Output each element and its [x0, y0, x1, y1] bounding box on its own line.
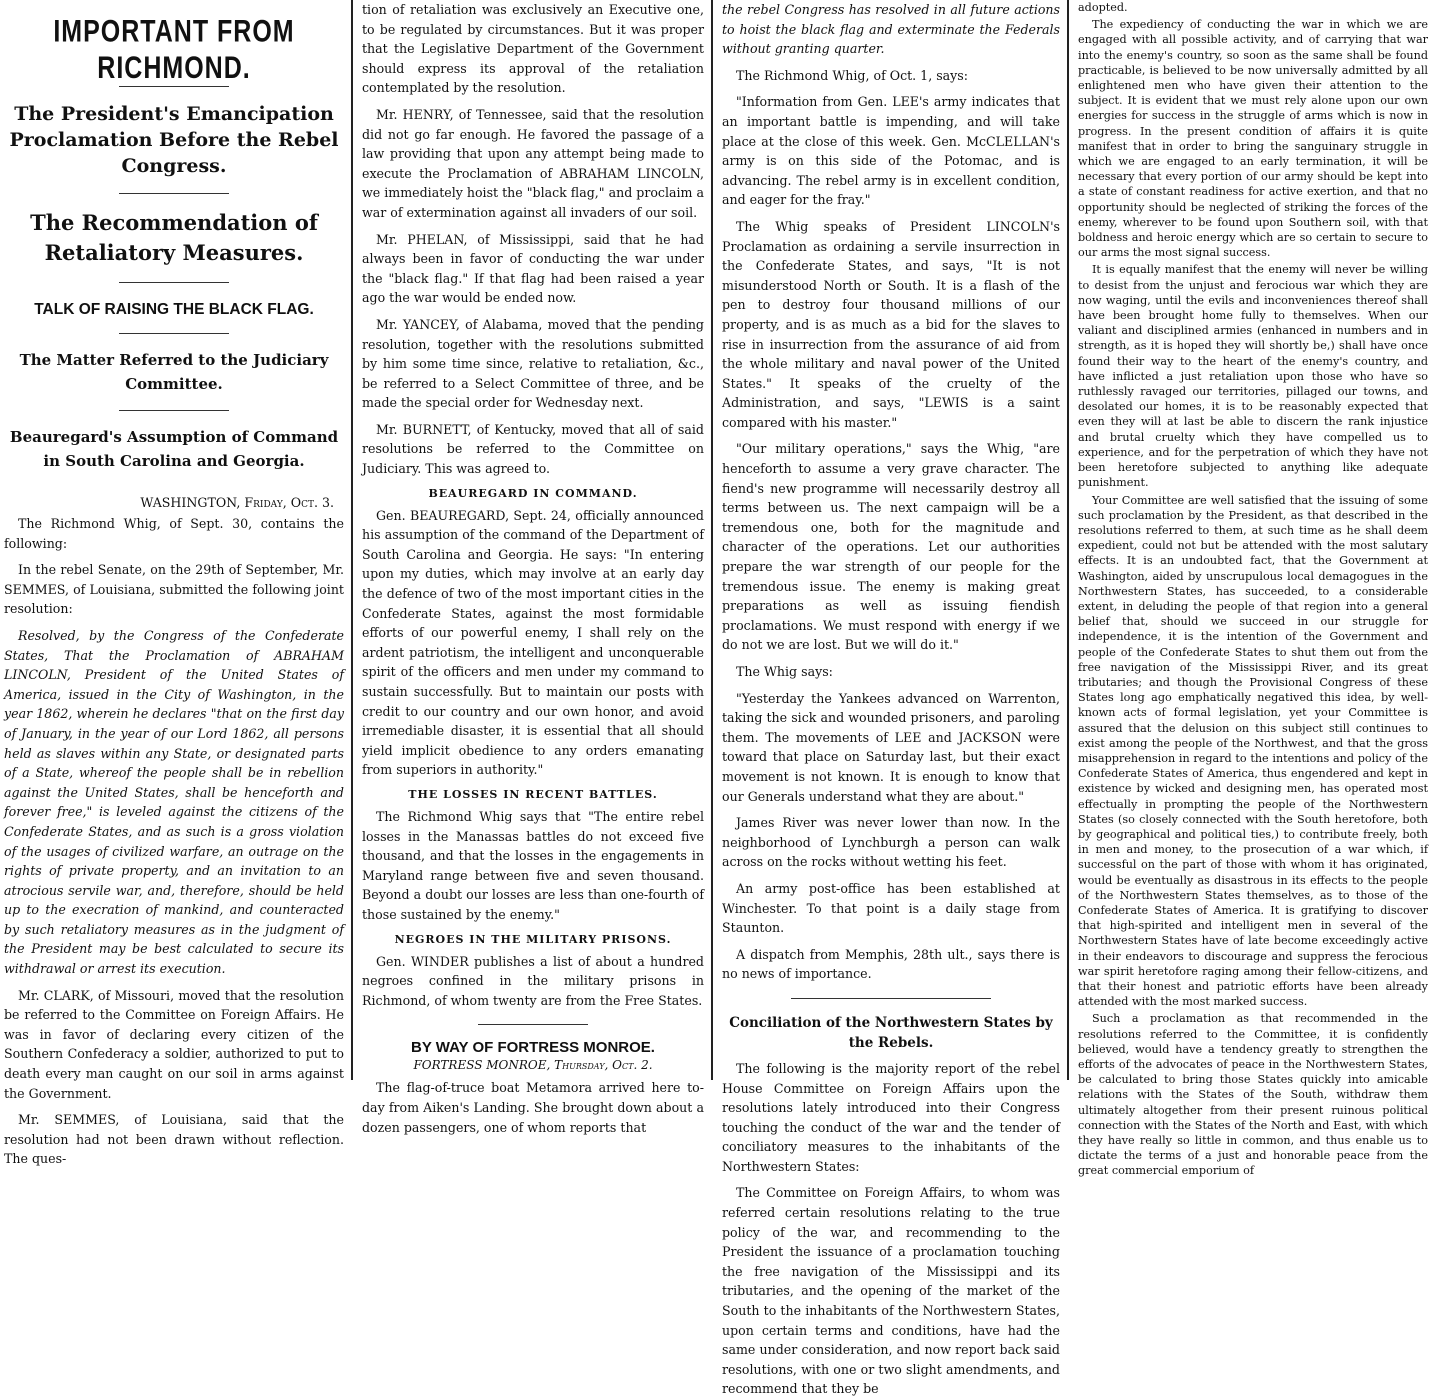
section-heading: Conciliation of the Northwestern States by the Rebels. [729, 1014, 1053, 1051]
headline: IMPORTANT FROM RICHMOND. [53, 14, 295, 86]
separator [791, 998, 991, 999]
paragraph: James River was never lower than now. In the neighborhood of Lynchburgh a person can walk across on the rocks without wetting his feet. [722, 815, 1060, 870]
column-1 [0, 0, 350, 1167]
column-2 [354, 0, 710, 1135]
paragraph: Gen. WINDER publishes a list of about a hundred negroes confined in the military prisons in Richmond, of whom twenty are from the Free States. [362, 953, 704, 1008]
column-rule [1067, 0, 1069, 1080]
column-rule [711, 0, 713, 1080]
resolution-text: Resolved, by the Congress of the Confederate States, That the Proclamation of ABRAHAM LINCOLN, President of the United States of America, issued in the City of Washington, in the year 1862, wherein he declares "that on the first day of January, in the year of our Lord 1862, all persons held as slaves within any State, or designated parts of a State, whereof the people shall be in rebellion against the United States, shall be henceforth and forever free," is leveled against the citizens of the Confederate States, and as such is a gross violation of the usages of civilized warfare, an outrage on the rights of private property, and an invitation to an atrocious servile war, and, therefore, should be held up to the execration of mankind, and counteracted by such retaliatory measures as in the judgment of the President may be best calculated to secure its withdrawal or arrest its execution. [4, 627, 344, 977]
deck-proclamation: The President's Emancipation Proclamation Before the Rebel Congress. [9, 103, 339, 177]
paragraph: tion of retaliation was exclusively an Executive one, to be regulated by circumstances. But it was proper that the Legislative Department of the Government should express its approval of the retaliation contemplated by the resolution. [362, 2, 704, 96]
subheading: NEGROES IN THE MILITARY PRISONS. [394, 932, 672, 946]
dateline: WASHINGTON, Friday, Oct. 3. [140, 495, 334, 510]
separator [119, 193, 229, 194]
paragraph: "Our military operations," says the Whig, "are henceforth to assume a very grave character. The fiend's new programme will necessarily destroy all terms between us. The next campaign will be a tremendous one, both for the magnitude and character of the operations. Let our authorities prepare the war strength of our people for the tremendous issue. The enemy is making great preparations as well as issuing fiendish proclamations. We must respond with energy if we do not we are lost. But we will do it." [722, 441, 1060, 653]
paragraph: Your Committee are well satisfied that the issuing of some such proclamation by the President, as that described in the resolutions referred to them, at such time as he shall deem expedient, could not but be attended with the most salutary effects. It is an undoubted fact, that the Government at Washington, aided by unscrupulous local demagogues in the Northwestern States, has succeeded, to a considerable extent, in deluding the people of that region into a general belief that, should we succeed in our struggle for independence, it is the intention of the Government and people of the Confederate States to shut them out from the free navigation of the Mississippi River, and its great tributaries; and though the Provisional Congress of these States long ago emphatically negatived this idea, by well-known acts of formal legislation, yet your Committee is assured that the delusion on this subject still continues to exist among the people of the Northwest, and that the gross misapprehension in regard to the intentions and policy of the Confederate States of America, thus engendered and kept in existence by wicked and designing men, has operated most effectually in prompting the people of the Northwestern States (so closely connected with the South heretofore, both by geographical and political ties,) to contribute freely, both in men and money, to the prosecution of a war which, if successful on the part of those with whom it has originated, would be eventually as disastrous in its effects to the people of the Northwestern States themselves, as to those of the Confederate States of America. It is gratifying to discover that high-spirited and intelligent men in several of the Northwestern States have of late become exceedingly active in their endeavors to discourage and suppress the ferocious war spirit heretofore raging among their fellow-citizens, and that their honest and patriotic efforts have been already attended with the most marked success. [1078, 493, 1428, 1009]
subheading: THE LOSSES IN RECENT BATTLES. [408, 787, 658, 801]
separator [119, 282, 229, 283]
paragraph: "Information from Gen. LEE's army indicates that an important battle is impending, and will take place at the close of this week. Gen. McCLELLAN's army is on this side of the Potomac, and is advancing. The rebel army is in excellent condition, and eager for the fray." [722, 94, 1060, 208]
paragraph: In the rebel Senate, on the 29th of September, Mr. SEMMES, of Louisiana, submitted the following joint resolution: [4, 562, 344, 617]
paragraph: the rebel Congress has resolved in all future actions to hoist the black flag and exterminate the Federals without granting quarter. [722, 2, 1060, 57]
column-3 [714, 0, 1066, 1397]
paragraph: Mr. PHELAN, of Mississippi, said that he had always been in favor of conducting the war under the "black flag." If that flag had been raised a year ago the war would be ended now. [362, 231, 704, 306]
paragraph: adopted. [1078, 1, 1128, 14]
dateline: FORTRESS MONROE, Thursday, Oct. 2. [413, 1058, 653, 1073]
paragraph: Mr. HENRY, of Tennessee, said that the resolution did not go far enough. He favored the passage of a law providing that upon any attempt being made to execute the Proclamation of ABRAHAM LINCOLN, we immediately hoist the "black flag," and proclaim a war of extermination against all invaders of our soil. [362, 106, 704, 220]
deck-retaliation: The Recommendation of Retaliatory Measures. [30, 210, 318, 265]
column-rule [351, 0, 353, 1080]
column-4 [1070, 0, 1434, 1178]
separator [119, 333, 229, 334]
paragraph: The Whig speaks of President LINCOLN's Proclamation as ordaining a servile insurrection in the Confederate States, and says, "It is not misunderstood North or South. It is a flash of the pen to destroy four thousand millions of our property, and is as much as a bid for the slaves to rise in insurrection from the assurance of aid from the whole military and naval power of the United States." It speaks of the cruelty of the Administration, and says, "LEWIS is a saint compared with his master." [722, 218, 1060, 430]
paragraph: Mr. SEMMES, of Louisiana, said that the resolution had not been drawn without reflection. The ques- [4, 1112, 344, 1167]
paragraph: The expediency of conducting the war in which we are engaged with all possible activity, and of carrying that war into the enemy's country, so soon as the same shall be found practicable, is believed to be now universally admitted by all enlightened men who have given their attention to the subject. It is evident that we must rely alone upon our own energies for success in the struggle of arms which is now in progress. In the present condition of affairs it is quite manifest that in order to bring the sanguinary struggle in which we are engaged to an early termination, it will be necessary that every portion of our army should be kept into a state of constant readiness for active exertion, and that no opportunity should be neglected of striking the forces of the enemy, wherever to be found upon Southern soil, with that boldness and heroic energy which are so certain to secure to our arms the most signal success. [1078, 18, 1428, 260]
paragraph: Such a proclamation as that recommended in the resolutions referred to the Committee, it is confidently believed, would have a tendency greatly to strengthen the efforts of the advocates of peace in the Northwestern States, be calculated to bring those States quickly into amicable relations with the States of the South, withdraw them ultimately altogether from their present ruinous political connection with the States of the North and East, with which they have really so little in common, and thus enable us to dictate the terms of a just and honorable peace from the great commercial emporium of [1078, 1012, 1428, 1178]
section-heading: BY WAY OF FORTRESS MONROE. [411, 1039, 655, 1057]
paragraph: An army post-office has been established at Winchester. To that point is a daily stage from Staunton. [722, 880, 1060, 936]
paragraph: Mr. YANCEY, of Alabama, moved that the pending resolution, together with the resolutions submitted by him some time since, relative to retaliation, &c., be referred to a Select Committee of three, and be made the special order for Wednesday next. [362, 316, 704, 411]
deck-judiciary: The Matter Referred to the Judiciary Committee. [19, 351, 329, 393]
paragraph: Gen. BEAUREGARD, Sept. 24, officially announced his assumption of the command of the Department of South Carolina and Georgia. He says: "In entering upon my duties, which may involve at an early day the defence of two of the most important cities in the Confederate States, against the most formidable efforts of our powerful enemy, I shall rely on the ardent patriotism, the intelligent and unconquerable spirit of the officers and men under my command to sustain successfully. But to maintain our posts with credit to our country and our own honor, and avoid irremediable disaster, it is essential that all should yield implicit obedience to any orders emanating from superiors in authority." [362, 507, 704, 778]
subheading: BEAUREGARD IN COMMAND. [428, 486, 638, 500]
deck-black-flag: TALK OF RAISING THE BLACK FLAG. [34, 301, 314, 318]
paragraph: Mr. CLARK, of Missouri, moved that the resolution be referred to the Committee on Foreign Affairs. He was in favor of declaring every citizen of the Southern Confederacy a soldier, authorized to put to death every man caught on our soil in arms against the Government. [4, 987, 344, 1101]
paragraph: "Yesterday the Yankees advanced on Warrenton, taking the sick and wounded prisoners, and paroling them. The movements of LEE and JACKSON were toward that place on Saturday last, but their exact movement is not known. It is enough to know that our Generals understand what they are about." [722, 690, 1060, 804]
paragraph: The Committee on Foreign Affairs, to whom was referred certain resolutions relating to the true policy of the war, and recommending to the President the issuance of a proclamation touching the free navigation of the Mississippi and its tributaries, and the opening of the market of the South to the inhabitants of the Northwestern States, upon certain terms and conditions, have had the same under consideration, and now report back said resolutions, with one or two slight amendments, and recommend that they be [722, 1185, 1060, 1397]
separator [478, 1024, 588, 1025]
paragraph: It is equally manifest that the enemy will never be willing to desist from the unjust and ferocious war which they are now waging, until the evils and inconveniences thereof shall have been brought home fully to themselves. When our valiant and disciplined armies (enhanced in numbers and in strength, as it is hoped they will shortly be,) shall have once found their way to the heart of the enemy's country, and have inflicted a just retaliation upon those who have so ruthlessly ravaged our territories, pillaged our towns, and desolated our homes, it is to be reasonably expected that even they will at last be able to discern the rank injustice and brutal cruelty which they have compelled us to experience, and for the perpetration of which they have not been heretofore subjected to anything like adequate punishment. [1078, 263, 1428, 490]
paragraph: The Richmond Whig says that "The entire rebel losses in the Manassas battles do not exceed five thousand, and that the losses in the engagements in Maryland range between five and seven thousand. Beyond a doubt our losses are less than one-fourth of those sustained by the enemy." [362, 808, 704, 922]
paragraph: The flag-of-truce boat Metamora arrived here to-day from Aiken's Landing. She brought down about a dozen passengers, one of whom reports that [362, 1080, 704, 1135]
paragraph: Mr. BURNETT, of Kentucky, moved that all of said resolutions be referred to the Committee on Judiciary. This was agreed to. [362, 421, 704, 477]
paragraph: The Richmond Whig, of Sept. 30, contains the following: [4, 516, 344, 551]
deck-beauregard: Beauregard's Assumption of Command in South Carolina and Georgia. [9, 428, 339, 470]
paragraph: The Whig says: [736, 664, 833, 679]
paragraph: The Richmond Whig, of Oct. 1, says: [736, 67, 968, 83]
paragraph: The following is the majority report of the rebel House Committee on Foreign Affairs upon the resolutions lately introduced into their Congress touching the conduct of the war and the tender of conciliatory measures to the inhabitants of the Northwestern States: [722, 1060, 1060, 1174]
separator [119, 410, 229, 411]
paragraph: A dispatch from Memphis, 28th ult., says there is no news of importance. [722, 946, 1060, 982]
